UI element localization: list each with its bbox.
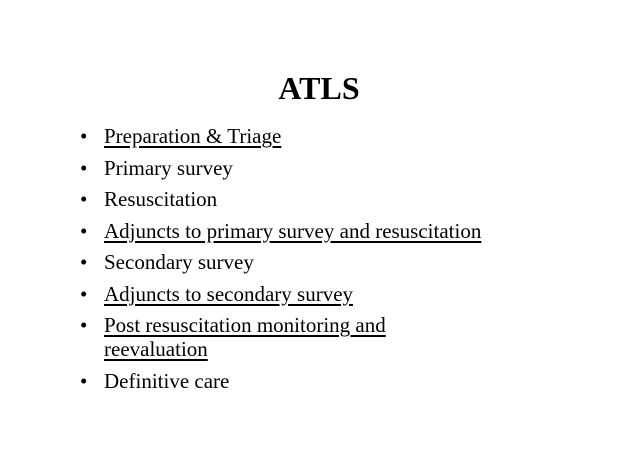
- bullet-text-definitive-care: Definitive care: [104, 368, 230, 393]
- bullet-icon: •: [80, 218, 88, 243]
- list-item[interactable]: [80, 124, 600, 148]
- bullet-link-post-resuscitation[interactable]: Post resuscitation monitoring and reevaluation: [104, 313, 386, 361]
- list-item: [80, 156, 600, 180]
- list-item: [80, 187, 600, 211]
- list-item: [80, 369, 600, 393]
- slide-title: ATLS: [278, 70, 360, 106]
- bullet-list: [80, 124, 600, 400]
- bullet-icon: •: [80, 250, 88, 274]
- bullet-icon: •: [80, 313, 88, 337]
- list-item: [80, 250, 600, 274]
- bullet-link-preparation-triage[interactable]: Preparation & Triage: [104, 124, 282, 148]
- bullet-icon: •: [80, 187, 88, 211]
- bullet-text-primary-survey: Primary survey: [104, 155, 233, 180]
- bullet-link-adjuncts-primary[interactable]: Adjuncts to primary survey and resuscitation: [104, 218, 482, 243]
- list-item[interactable]: [80, 282, 600, 306]
- bullet-link-adjuncts-secondary[interactable]: Adjuncts to secondary survey: [104, 281, 354, 306]
- bullet-icon: •: [80, 368, 88, 393]
- list-item[interactable]: [80, 219, 600, 243]
- bullet-icon: •: [80, 155, 88, 180]
- bullet-icon: •: [80, 124, 88, 148]
- list-item[interactable]: [80, 313, 444, 361]
- bullet-text-secondary-survey: Secondary survey: [104, 250, 254, 274]
- bullet-text-resuscitation: Resuscitation: [104, 187, 218, 211]
- bullet-icon: •: [80, 281, 88, 306]
